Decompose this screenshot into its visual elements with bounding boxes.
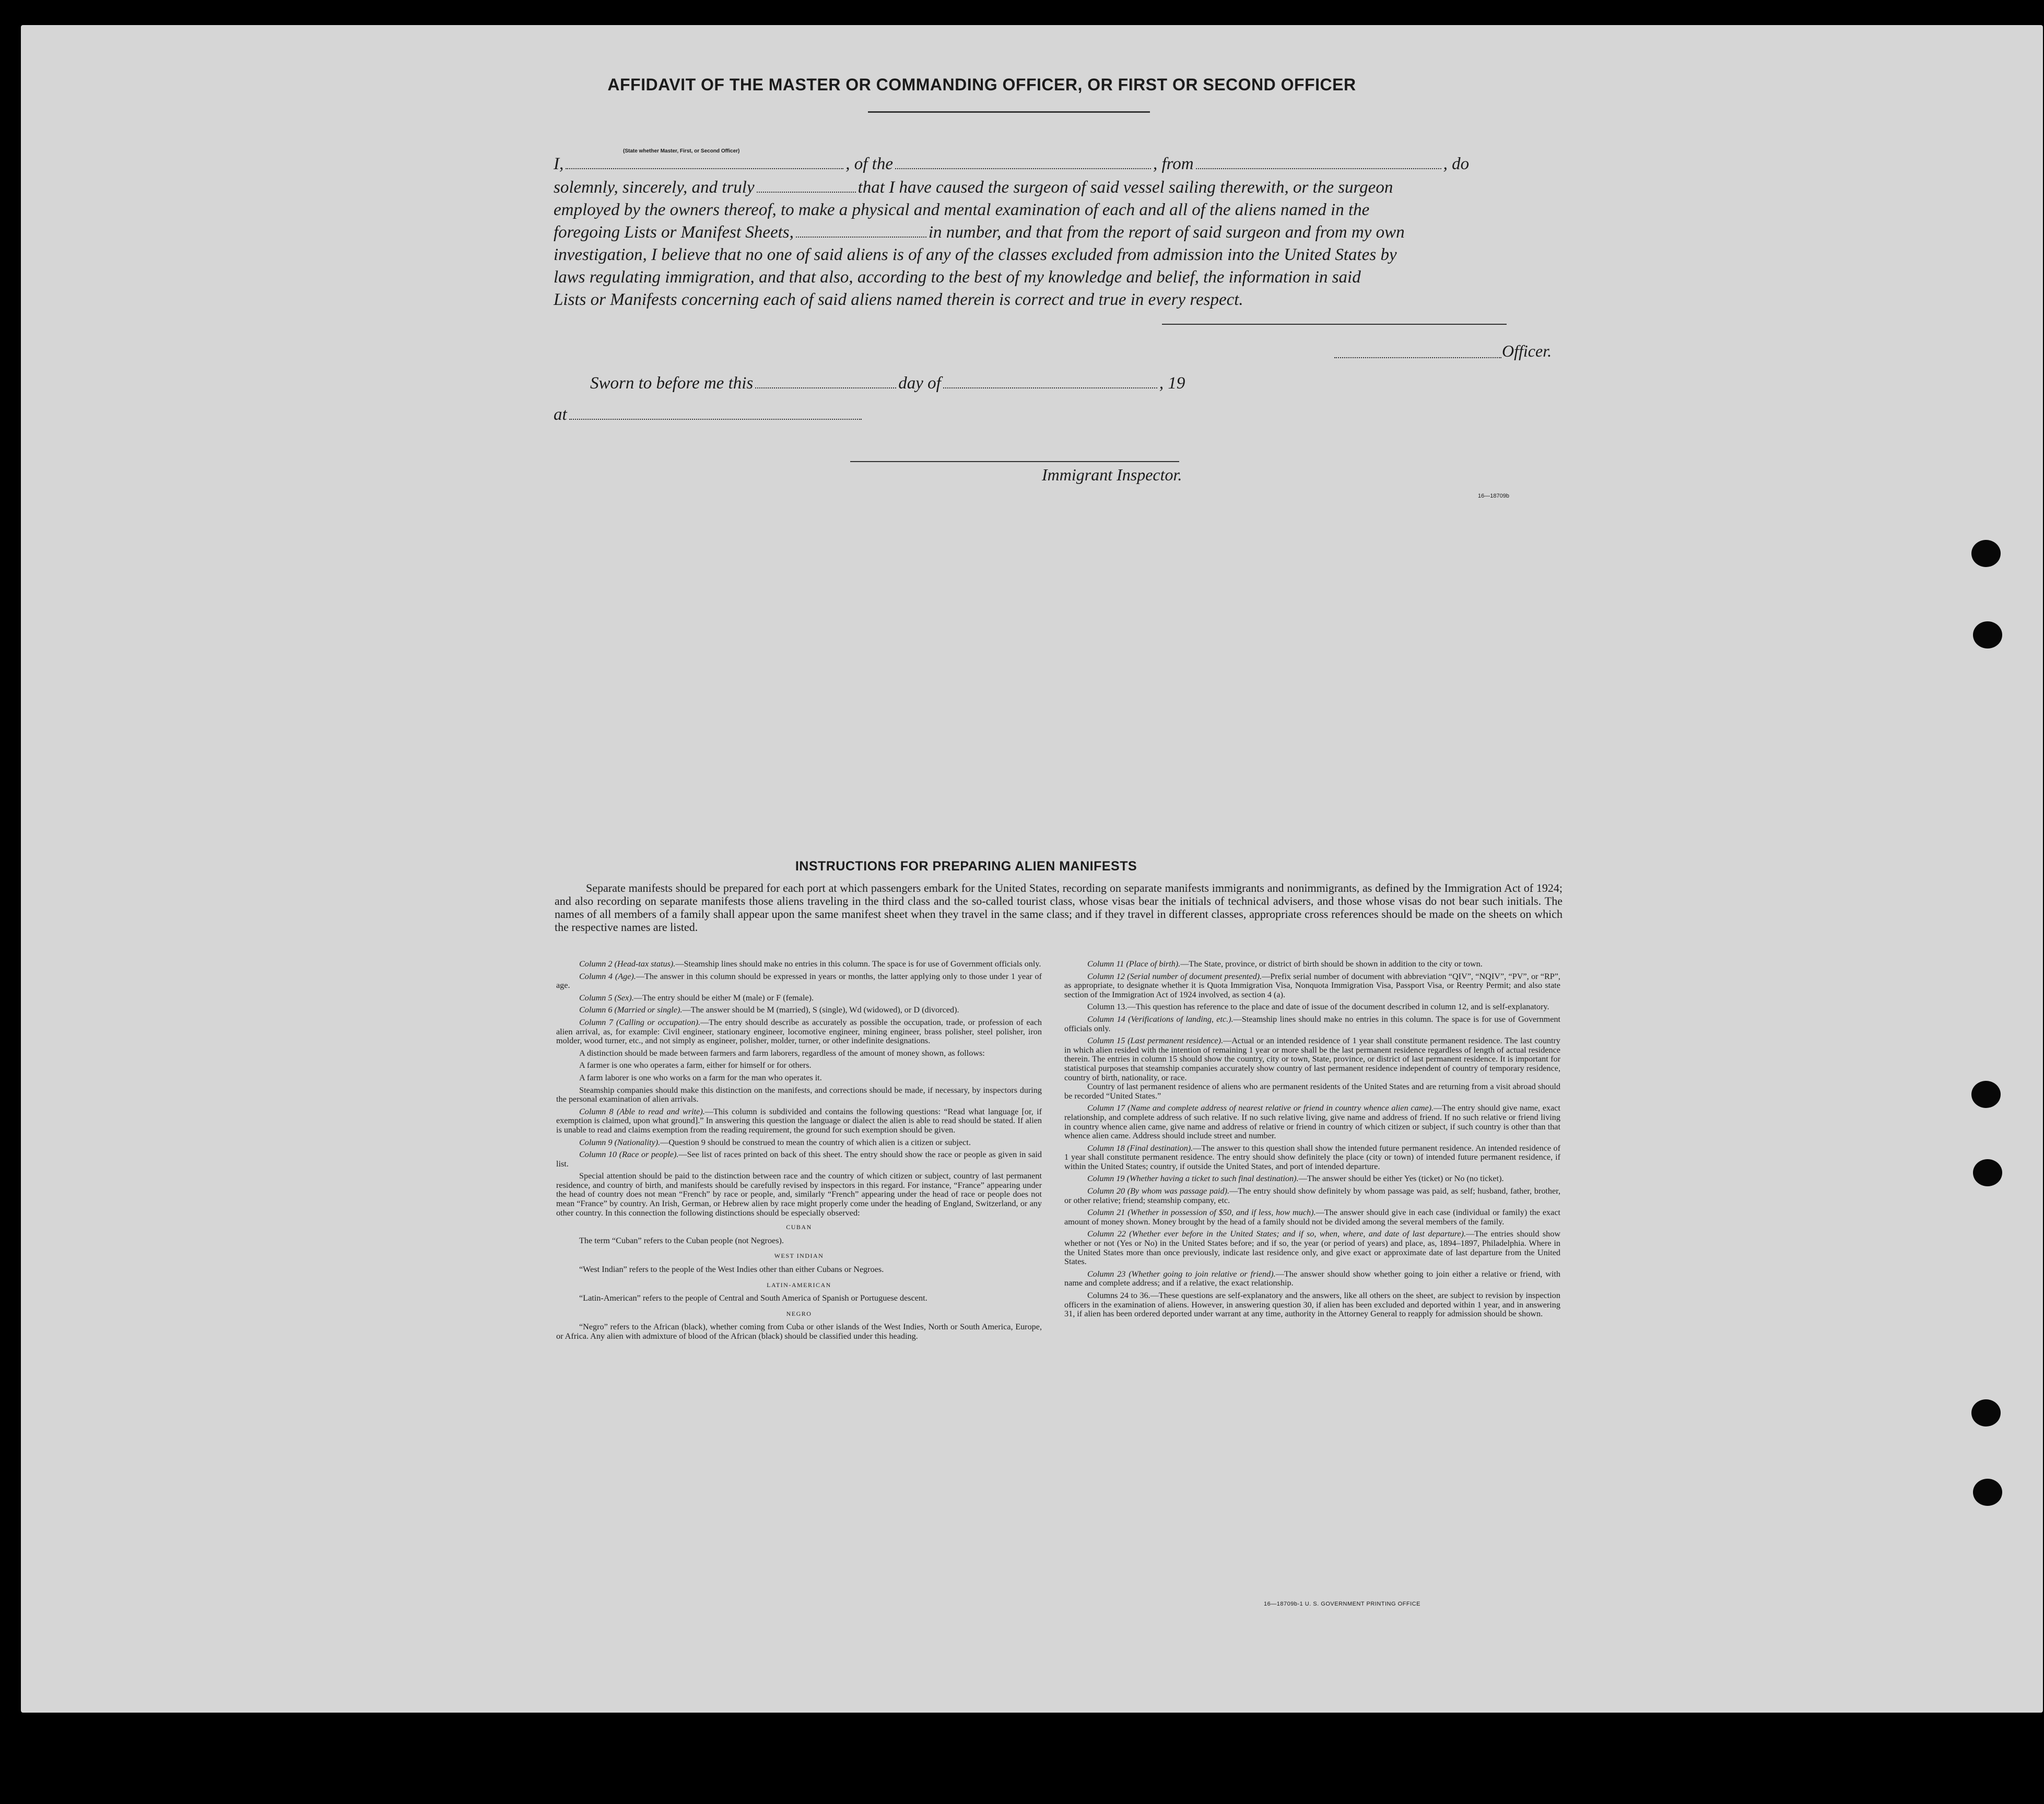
form-number: 16—18709b	[1478, 493, 1509, 499]
inspector-label: Immigrant Inspector.	[1042, 465, 1182, 484]
definition-cuban: The term “Cuban” refers to the Cuban people (not Negroes).	[579, 1235, 784, 1245]
text-in-number: in number, and that from the report of said surgeon and from my own	[928, 223, 1405, 242]
text-day-of: day of	[898, 374, 941, 393]
column-10-instruction: Column 10 (Race or people).—See list of races printed on back of this sheet. The entry should show the race or people as given in said list.	[556, 1150, 1042, 1169]
column-8-instruction: Column 8 (Able to read and write).—This column is subdivided and contains the following questions: “Read what language [or, if exemption is claimed, upon what ground].” In answering this question the language or dialect the alien is able to read should be stated. If alien is unable to read and claims exemption from the reading requirement, the ground for such exemption should be given.	[556, 1106, 1042, 1135]
affidavit-line-1	[554, 155, 1567, 174]
farmer-distinction: A distinction should be made between farmers and farm laborers, regardless of the amount of money shown, as follows:	[579, 1048, 985, 1058]
at-line	[554, 405, 1567, 425]
column-9-instruction: Column 9 (Nationality).—Question 9 should be construed to mean the country of which alien is a citizen or subject.	[579, 1137, 971, 1147]
column-2-instruction: Column 2 (Head-tax status).—Steamship lines should make no entries in this column. The space is for use of Government officials only.	[579, 959, 1041, 969]
officer-name-line[interactable]	[1334, 357, 1501, 358]
definition-negro: “Negro” refers to the African (black), whether coming from Cuba or other islands of the West Indies, North or South America, Europe, or Africa. Any alien with admixture of blood of the African (black) should be classified under this heading.	[556, 1322, 1042, 1341]
farm-laborer-definition: A farm laborer is one who works on a farm for the man who operates it.	[579, 1072, 822, 1082]
column-14-instruction: Column 14 (Verifications of landing, etc.).—Steamship lines should make no entries in this column. The space is for use of Government officials only.	[1064, 1014, 1560, 1033]
columns-24-36-instruction: Columns 24 to 36.—These questions are self-explanatory and the answers, like all others on the sheet, are subject to revision by inspection officers in the examination of aliens. However, in answering question 30, if alien has been excluded and deported within 1 year, and in answering 31, if alien has been ordered deported under warrant at any time, authority in the Attorney General to reapply for admission should be shown.	[1064, 1291, 1560, 1319]
column-17-instruction: Column 17 (Name and complete address of nearest relative or friend in country whence alien came).—The entry should give name, exact relationship, and complete address of such relative. If no such relative living, give name and address of friend. If no such relative or friend living in country whence alien came, give name and address of relative or friend in country of which citizen or subject, if such country is other than that whence alien came. Address should include street and number.	[1064, 1103, 1560, 1141]
swear-or-affirm-blank[interactable]	[757, 191, 856, 193]
column-21-instruction: Column 21 (Whether in possession of $50, and if less, how much).—The answer should give in each case (individual or family) the exact amount of money shown. Money brought by the head of a family should not be divided among the several members of the family.	[1064, 1208, 1560, 1227]
affidavit-title: AFFIDAVIT OF THE MASTER OR COMMANDING OFFICER, OR FIRST OR SECOND OFFICER	[607, 75, 1356, 94]
column-13-instruction: Column 13.—This question has reference to the place and date of issue of the document described in column 12, and is self-explanatory.	[1087, 1002, 1549, 1012]
sworn-place-blank[interactable]	[569, 418, 862, 420]
column-7-instruction: Column 7 (Calling or occupation).—The entry should describe as accurately as possible the occupation, trade, or profession of each alien arrival, as, for example: Civil engineer, stationary engineer, locomotive engineer, mining engineer, brass polisher, steel polisher, iron molder, wood turner, etc., and not simply as engineer, polisher, molder, turner, or other indefinite designations.	[556, 1017, 1042, 1046]
punch-hole	[1973, 1479, 2002, 1506]
column-19-instruction: Column 19 (Whether having a ticket to such final destination).—The answer should be either Yes (ticket) or No (no ticket).	[1087, 1174, 1504, 1184]
column-12-instruction: Column 12 (Serial number of document presented).—Prefix serial number of document with abbreviation “QIV”, “NQIV”, “PV”, or “RP”, as appropriate, to designate whether it is Quota Immigration Visa, Nonquota Immigration Visa, Passport Visa, or Reentry Permit; and also state section of the Immigration Act of 1924 involved, as section 4 (a).	[1064, 971, 1560, 999]
text-year: , 19	[1159, 374, 1185, 393]
instructions-right-column	[1064, 960, 1560, 1322]
sworn-day-blank[interactable]	[755, 386, 896, 388]
text-i: I,	[554, 155, 564, 173]
affidavit-line-6: laws regulating immigration, and that also, according to the best of my knowledge and belief, the information in said	[554, 268, 1361, 287]
instructions-title: INSTRUCTIONS FOR PREPARING ALIEN MANIFESTS	[795, 859, 1137, 874]
instructions-intro: Separate manifests should be prepared for each port at which passengers embark for the United States, recording on separate manifests immigrants and nonimmigrants, as defined by the Immigration Act of 1924; and also recording on separate manifests those aliens traveling in the third class and the so-called tourist class, whose visas bear the initials of technical advisers, and those whose visas do not bear such initials. The names of all members of a family shall appear upon the same manifest sheet when they travel in the same class; and if they travel in different classes, appropriate cross references should be made on the sheets on which the respective names are listed.	[555, 881, 1563, 934]
text-foregoing: foregoing Lists or Manifest Sheets,	[554, 223, 794, 242]
inspector-signature-line[interactable]	[850, 461, 1179, 462]
heading-west-indian: WEST INDIAN	[774, 1252, 824, 1260]
farm-correction-note: Steamship companies should make this distinction on the manifests, and corrections should be made, if necessary, by inspectors during the personal examination of alien arrivals.	[556, 1085, 1042, 1104]
title-divider	[868, 111, 1150, 113]
text-at: at	[554, 405, 567, 424]
sworn-line	[590, 374, 1603, 393]
column-5-instruction: Column 5 (Sex).—The entry should be either M (male) or F (female).	[579, 993, 814, 1003]
departure-port-blank[interactable]	[1196, 167, 1441, 169]
punch-hole	[1971, 540, 2001, 567]
column-23-instruction: Column 23 (Whether going to join relative or friend).—The answer should show whether going to join either a relative or friend, with name and complete address; and if a relative, the exact relationship.	[1064, 1269, 1560, 1288]
text-solemnly: solemnly, sincerely, and truly	[554, 178, 755, 197]
column-20-instruction: Column 20 (By whom was passage paid).—The entry should show definitely by whom passage was paid, as self; husband, father, brother, or other relative; friend; steamship company, etc.	[1064, 1186, 1560, 1205]
officer-title-note: (State whether Master, First, or Second Officer)	[623, 148, 740, 154]
vessel-name-blank[interactable]	[895, 167, 1151, 169]
farmer-definition: A farmer is one who operates a farm, either for himself or for others.	[579, 1060, 812, 1070]
affidavit-line-3: employed by the owners thereof, to make a physical and mental examination of each and all of the aliens named in the	[554, 201, 1370, 219]
affidavit-line-5: investigation, I believe that no one of said aliens is of any of the classes excluded from admission into the United States by	[554, 245, 1397, 264]
affidavit-line-4	[554, 223, 1567, 242]
column-22-instruction: Column 22 (Whether ever before in the United States; and if so, when, where, and date of last departure).—The entries should show whether or not (Yes or No) in the United States before; and if so, the year (or period of years) and place, as, 1894–1897, Philadelphia. Where in the United States more than once previously, indicate last residence only, and give exact or approximate date of last departure from the United States.	[1064, 1229, 1561, 1267]
sheet-count-blank[interactable]	[796, 235, 926, 238]
punch-hole	[1973, 1159, 2002, 1186]
affidavit-line-2	[554, 178, 1567, 197]
punch-hole	[1973, 621, 2002, 649]
officer-title-blank[interactable]	[566, 167, 843, 169]
heading-cuban: CUBAN	[786, 1223, 812, 1231]
text-of-the: , of the	[845, 155, 893, 173]
officer-signature-line[interactable]	[1162, 324, 1507, 325]
column-15-returning-residents: Country of last permanent residence of aliens who are permanent residents of the United States and are returning from a visit abroad should be recorded “United States.”	[1064, 1082, 1560, 1101]
document-sheet	[21, 25, 2043, 1713]
heading-latin-american: LATIN-AMERICAN	[767, 1281, 831, 1289]
column-11-instruction: Column 11 (Place of birth).—The State, province, or district of birth should be shown in addition to the city or town.	[1087, 959, 1483, 969]
officer-label: Officer.	[1502, 341, 1552, 360]
text-from: , from	[1153, 155, 1194, 173]
instructions-left-column	[556, 960, 1042, 1348]
punch-hole	[1971, 1399, 2001, 1426]
text-do: , do	[1443, 155, 1470, 173]
column-6-instruction: Column 6 (Married or single).—The answer should be M (married), S (single), Wd (widowed), or D (divorced).	[579, 1005, 959, 1015]
definition-west-indian: “West Indian” refers to the people of the West Indies other than either Cubans or Negroes.	[579, 1265, 884, 1275]
special-attention-note: Special attention should be paid to the distinction between race and the country of which citizen or subject, country of last permanent residence, and country of birth, and manifests should be carefully revised by inspectors in this regard. For instance, “France” appearing under the head of country does not mean “French” by race or people, and, similarly “French” appearing under the head of race or people does not mean “France” by country. An Irish, German, or Hebrew alien by race might properly come under the heading of England, Switzerland, or any other country. In this connection the following distinctions should be especially observed:	[556, 1171, 1042, 1218]
column-4-instruction: Column 4 (Age).—The answer in this column should be expressed in years or months, the latter applying only to those under 1 year of age.	[556, 971, 1042, 991]
printing-office-footer: 16—18709b-1 U. S. GOVERNMENT PRINTING OFFICE	[1264, 1601, 1420, 1607]
punch-hole	[1971, 1081, 2001, 1108]
text-surgeon: that I have caused the surgeon of said vessel sailing therewith, or the surgeon	[857, 178, 1393, 197]
heading-negro: NEGRO	[786, 1310, 812, 1317]
sworn-month-blank[interactable]	[943, 386, 1157, 388]
definition-latin-american: “Latin-American” refers to the people of Central and South America of Spanish or Portuguese descent.	[579, 1293, 927, 1303]
affidavit-line-7: Lists or Manifests concerning each of said aliens named therein is correct and true in every respect.	[554, 290, 1243, 309]
column-18-instruction: Column 18 (Final destination).—The answer to this question shall show the intended future permanent residence. An intended residence of 1 year shall constitute permanent residence. The entry should show definitely the place (city or town) of intended future permanent residence, if within the United States; country, if outside the United States, and port of intended departure.	[1064, 1143, 1560, 1171]
column-15-instruction: Column 15 (Last permanent residence).—Actual or an intended residence of 1 year shall constitute permanent residence. The last country in which alien resided with the intention of remaining 1 year or more shall be the last permanent residence regardless of length of actual residence therein. The entries in column 15 should show the country, city or town, State, province, or district of last permanent residence. It is important for statistical purposes that steamship companies accurately show country of last permanent residence independent of country of temporary residence, country of birth, nationality, or race.	[1064, 1036, 1560, 1082]
text-sworn: Sworn to before me this	[590, 374, 754, 393]
